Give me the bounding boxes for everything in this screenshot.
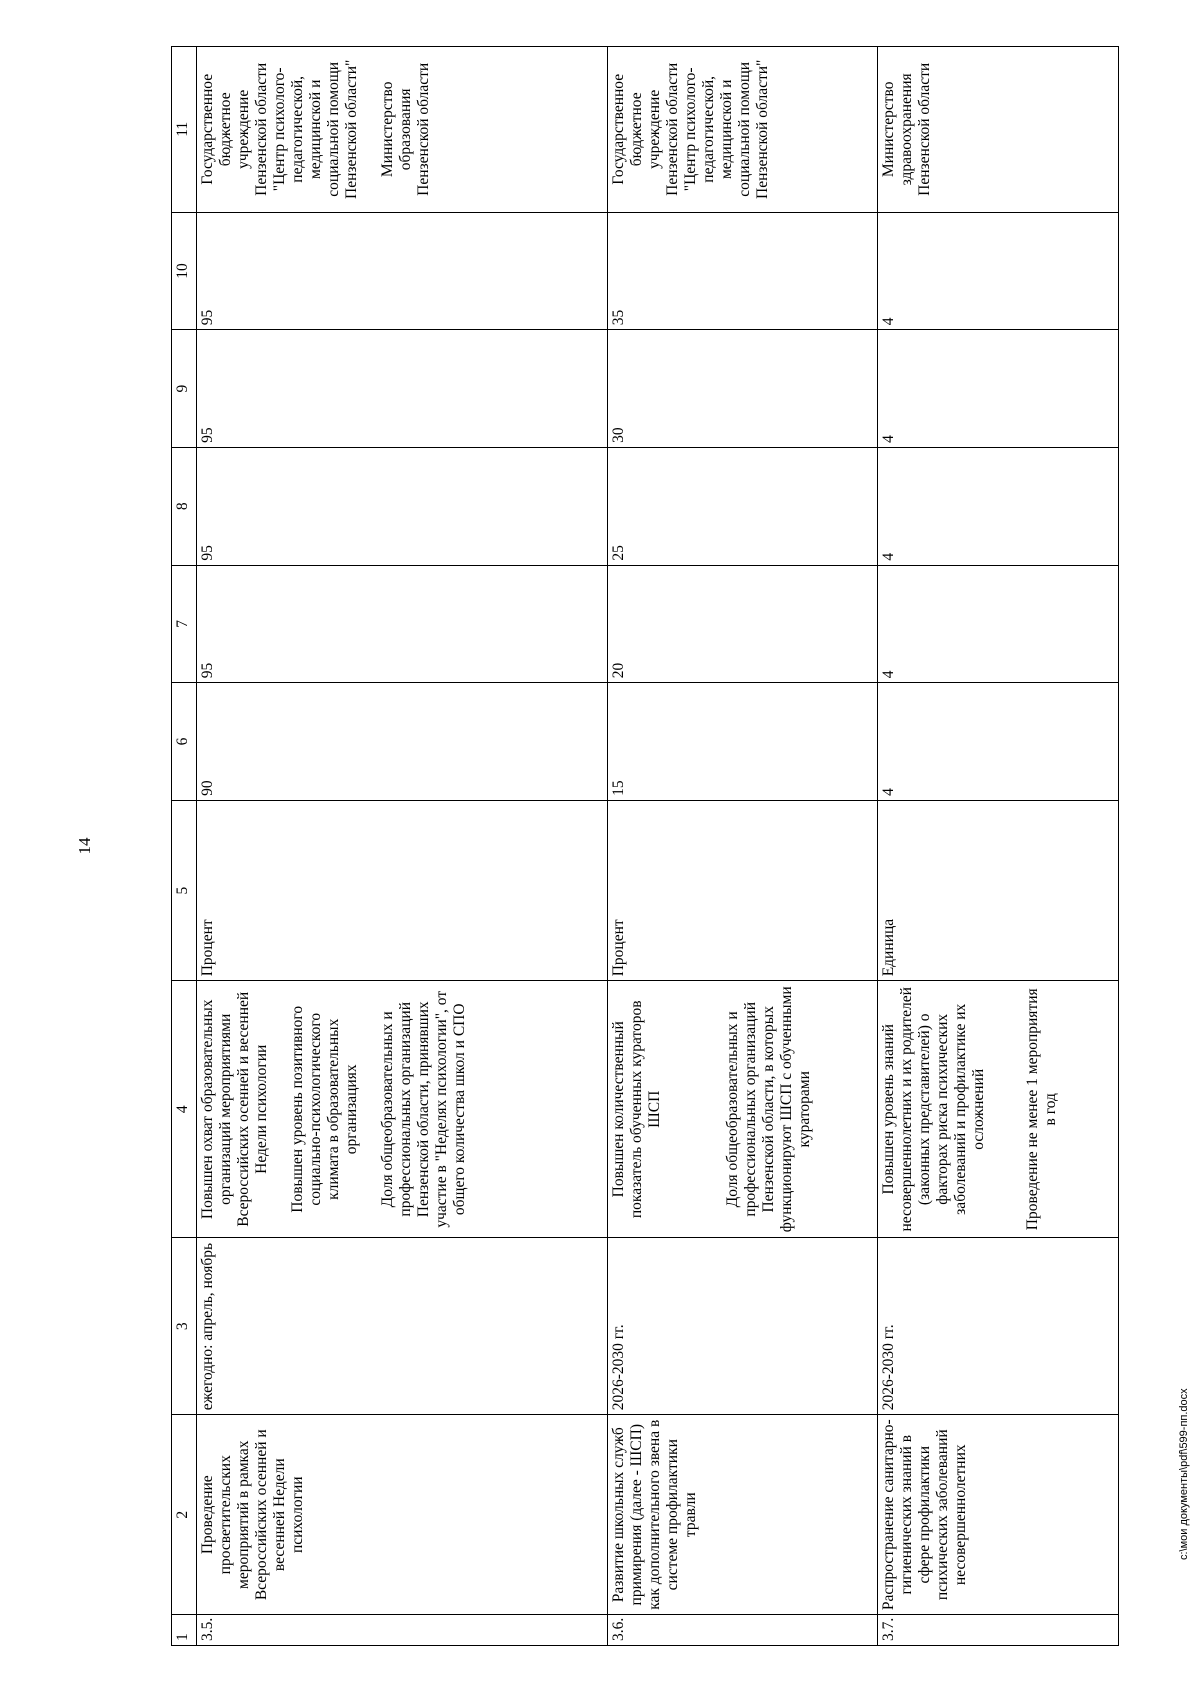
value-col-7: 95 [197,565,608,683]
unit-of-measure: Процент [607,800,878,980]
result-text-3: Доля общеобразовательных и профессиональных организаций Пензенской области, принявших участие в "Неделях психологии", от общего количества школ и СПО [378,990,468,1228]
column-header-7: 7 [172,565,197,683]
result-text-2: Повышен уровень позитивного социально-психологического климата в образовательных организациях [288,1005,360,1213]
value-col-9: 4 [878,330,1119,448]
column-header-5: 5 [172,800,197,980]
executor-text-1: Государственное бюджетное учреждение Пензенской области "Центр психолого-педагогической, медицинской и социальной помощи Пензенской области" [199,59,360,199]
value-col-8: 95 [197,447,608,565]
column-header-11: 11 [172,47,197,213]
unit-of-measure: Единица [878,800,1119,980]
value-col-9: 30 [607,330,878,448]
value-col-10: 95 [197,212,608,330]
row-number: 3.6. [607,1615,878,1646]
table-row [607,47,878,1646]
row-number: 3.5. [197,1615,608,1646]
column-header-8: 8 [172,447,197,565]
executor-text-2: Министерство образования Пензенской области [378,62,432,196]
activity-period: 2026-2030 гг. [607,1238,878,1415]
page-number: 14 [75,837,94,855]
value-col-10: 4 [878,212,1119,330]
table-row [878,47,1119,1646]
executor [197,47,608,213]
value-col-6: 4 [878,683,1119,801]
result-text-2: Доля общеобразовательных и профессиональных организаций Пензенской области, в которых функционируют ШСП с обученными кураторами [723,986,813,1233]
column-header-4: 4 [172,981,197,1238]
value-col-7: 4 [878,565,1119,683]
rotated-table-container [171,46,1119,1646]
unit-of-measure: Процент [197,800,608,980]
column-header-9: 9 [172,330,197,448]
result-text-1: Повышен уровень знаний несовершеннолетних и их родителей (законных представителей) о факторах риска психических заболеваний и профилактике их осложнений [880,987,988,1232]
value-col-9: 95 [197,330,608,448]
footer-file-path: c:\мои документы\pdf\599-пп.docx [1178,1388,1190,1560]
result-text-1: Повышен количественный показатель обученных кураторов ШСП [609,1000,663,1219]
activity-result [197,981,608,1238]
column-header-10: 10 [172,212,197,330]
program-activities-table [171,46,1119,1646]
executor: Государственное бюджетное учреждение Пензенской области "Центр психолого-педагогической, медицинской и социальной помощи Пензенской области" [607,47,878,213]
activity-period: ежегодно: апрель, ноябрь [197,1238,608,1415]
column-header-3: 3 [172,1238,197,1415]
value-col-6: 15 [607,683,878,801]
column-header-6: 6 [172,683,197,801]
activity-name: Развитие школьных служб примирения (далее - ШСП) как дополнительного звена в системе профилактики травли [607,1415,878,1615]
result-text-1: Повышен охват образовательных организаций мероприятиями Всероссийских осенней и весенней Недели психологии [199,991,270,1227]
value-col-10: 35 [607,212,878,330]
result-text-2: Проведение не менее 1 мероприятия в год [1024,988,1060,1231]
header-row [172,47,197,1646]
value-col-6: 90 [197,683,608,801]
value-col-7: 20 [607,565,878,683]
activity-period: 2026-2030 гг. [878,1238,1119,1415]
value-col-8: 4 [878,447,1119,565]
value-col-8: 25 [607,447,878,565]
table-row [197,47,608,1646]
executor: Министерство здравоохранения Пензенской области [878,47,1119,213]
activity-name: Распространение санитарно-гигиенических знаний в сфере профилактики психических заболеваний несовершеннолетних [878,1415,1119,1615]
activity-result [878,981,1119,1238]
column-header-1: 1 [172,1615,197,1646]
row-number: 3.7. [878,1615,1119,1646]
activity-name: Проведение просветительских мероприятий в рамках Всероссийских осенней и весенней Недели психологии [197,1415,608,1615]
column-header-2: 2 [172,1415,197,1615]
activity-result [607,981,878,1238]
